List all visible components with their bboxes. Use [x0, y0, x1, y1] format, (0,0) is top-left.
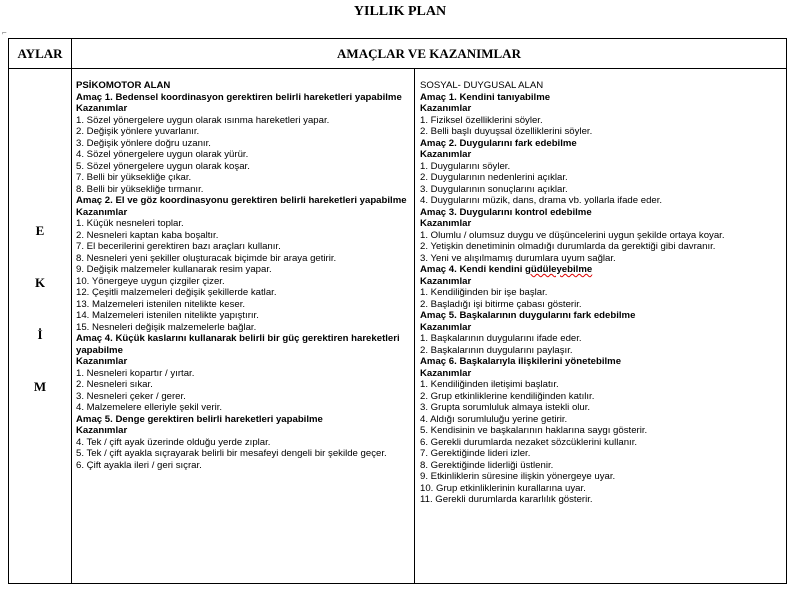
outcome-item: 2. Yetişkin denetiminin olmadığı durumlarda da gerektiği gibi davranır. [420, 241, 716, 252]
outcome-item: 4. Tek / çift ayak üzerinde olduğu yerde zıplar. [76, 436, 271, 448]
outcome-list [420, 287, 785, 310]
outcome-item: 8. Gerektiğinde liderliği üstlenir. [420, 459, 554, 471]
outcome-item: 4. Malzemelere elleriyle şekil verir. [76, 402, 223, 413]
goal-heading: Amaç 4. Küçük kaslarını kullanarak belirli bir güç gerektiren hareketleri yapabilme [76, 333, 400, 356]
outcome-item: 2. Belli başlı duyuşsal özelliklerini söyler. [420, 126, 593, 137]
outcome-item: 3. Duygularının sonuçlarını açıklar. [420, 183, 568, 195]
outcome-item: 3. Yeni ve alışılmamış durumlara uyum sağlar. [420, 252, 616, 264]
outcome-item: 14. Malzemeleri istenilen nitelikte yapıştırır. [76, 310, 259, 321]
outcomes-label: Kazanımlar [76, 356, 128, 367]
outcome-item: 4. Aldığı sorumluluğu yerine getirir. [420, 413, 568, 425]
outcome-item: 7. Belli bir yüksekliğe çıkar. [76, 172, 192, 183]
outcomes-label: Kazanımlar [420, 218, 472, 229]
outcome-item: 7. Gerektiğinde lideri izler. [420, 448, 531, 459]
outcomes-label: Kazanımlar [420, 367, 472, 379]
month-letter: K [34, 275, 46, 290]
outcome-item: 2. Nesneleri sıkar. [76, 379, 153, 390]
outcome-item: 1. Kendiliğinden bir işe başlar. [420, 287, 548, 298]
spellcheck-word: güdüleyebilme [525, 264, 593, 275]
outcome-item: 10. Yönergeye uygun çizgiler çizer. [76, 275, 225, 287]
outcome-list [76, 437, 412, 472]
outcome-list [76, 115, 412, 196]
goal-heading [420, 264, 785, 276]
outcomes-label: Kazanımlar [420, 149, 472, 160]
outcome-list [76, 218, 412, 333]
outcome-item: 5. Kendisinin ve başkalarının haklarına saygı gösterir. [420, 425, 648, 436]
outcome-item: 8. Nesneleri yeni şekiller oluşturacak biçimde bir araya getirir. [76, 252, 337, 264]
outcome-item: 2. Değişik yönlere yuvarlanır. [76, 126, 200, 137]
month-letter: İ [37, 327, 43, 342]
outcome-item: 1. Fiziksel özelliklerini söyler. [420, 114, 543, 126]
outcome-list [420, 161, 785, 207]
plan-table [8, 38, 787, 584]
page-title: YILLIK PLAN [353, 4, 447, 19]
outcome-list [420, 230, 785, 265]
outcomes-label: Kazanımlar [76, 425, 128, 436]
month-letter: E [35, 223, 45, 238]
outcome-item: 2. Grup etkinliklerine kendiliğinden katılır. [420, 390, 595, 402]
header-months: AYLAR [17, 46, 63, 61]
outcome-item: 8. Belli bir yüksekliğe tırmanır. [76, 183, 204, 195]
outcome-list [420, 379, 785, 506]
outcome-list [420, 333, 785, 356]
goal-heading: Amaç 1. Bedensel koordinasyon gerektiren belirli hareketleri yapabilme [76, 91, 402, 103]
outcome-item: 5. Tek / çift ayakla sıçrayarak belirli bir mesafeyi dengeli bir şekilde geçer. [76, 448, 387, 459]
outcome-item: 7. El becerilerini gerektiren bazı araçları kullanır. [76, 241, 281, 252]
outcome-item: 9. Değişik malzemeler kullanarak resim yapar. [76, 264, 272, 275]
outcome-item: 12. Çeşitli malzemeleri değişik şekillerde katlar. [76, 287, 277, 298]
outcome-item: 15. Nesneleri değişik malzemelerle bağlar. [76, 321, 257, 333]
outcome-item: 2. Nesneleri kaptan kaba boşaltır. [76, 229, 219, 241]
month-column-divider [71, 39, 72, 583]
header-divider [9, 68, 786, 69]
outcome-item: 2. Başladığı işi bitirme çabası gösterir. [420, 298, 582, 310]
outcomes-label: Kazanımlar [420, 321, 472, 333]
outcome-item: 4. Duygularını müzik, dans, drama vb. yollarla ifade eder. [420, 195, 663, 206]
goal-heading: Amaç 5. Denge gerektiren belirli hareketleri yapabilme [76, 413, 323, 425]
psychomotor-column [76, 80, 412, 471]
outcome-item: 6. Çift ayakla ileri / geri sıçrar. [76, 459, 202, 471]
outcome-item: 1. Duygularını söyler. [420, 160, 511, 172]
outcome-item: 11. Gerekli durumlarda kararlılık gösterir. [420, 494, 593, 505]
goal-heading: Amaç 5. Başkalarının duygularını fark edebilme [420, 310, 636, 321]
goal-heading: Amaç 2. Duygularını fark edebilme [420, 137, 577, 149]
goal-heading: Amaç 1. Kendini tanıyabilme [420, 91, 551, 103]
outcome-item: 1. Kendiliğinden iletişimi başlatır. [420, 379, 559, 390]
outcome-item: 1. Olumlu / olumsuz duygu ve düşüncelerini uygun şekilde ortaya koyar. [420, 229, 725, 241]
outcomes-label: Kazanımlar [420, 103, 472, 114]
header-goals: AMAÇLAR VE KAZANIMLAR [337, 46, 521, 61]
outcome-item: 3. Değişik yönlere doğru uzanır. [76, 137, 211, 149]
outcome-item: 3. Grupta sorumluluk almaya istekli olur. [420, 402, 591, 413]
goal-heading: Amaç 2. El ve göz koordinasyonu gerektiren belirli hareketleri yapabilme [76, 195, 407, 206]
goal-heading: Amaç 6. Başkalarıyla ilişkilerini yönetebilme [420, 356, 622, 367]
outcome-item: 5. Sözel yönergelere uygun olarak koşar. [76, 160, 250, 172]
outcome-item: 4. Sözel yönergelere uygun olarak yürür. [76, 149, 249, 160]
area-column-divider [414, 68, 415, 583]
outcome-item: 6. Gerekli durumlarda nezaket sözcüklerini kullanır. [420, 436, 638, 448]
social-emotional-column [420, 80, 785, 506]
outcome-item: 1. Sözel yönergelere uygun olarak ısınma hareketleri yapar. [76, 114, 330, 126]
outcome-item: 2. Duygularının nedenlerini açıklar. [420, 172, 568, 183]
month-letter: M [33, 379, 47, 394]
goal-heading-prefix: Amaç 4. Kendi kendini [420, 264, 526, 275]
area-heading: SOSYAL- DUYGUSAL ALAN [420, 80, 544, 91]
outcome-item: 2. Başkalarının duygularını paylaşır. [420, 344, 573, 356]
outcomes-label: Kazanımlar [76, 206, 128, 218]
area-heading: PSİKOMOTOR ALAN [76, 80, 171, 91]
outcomes-label: Kazanımlar [76, 103, 128, 114]
outcome-item: 9. Etkinliklerin süresine ilişkin yönergeye uyar. [420, 471, 616, 482]
outcomes-label: Kazanımlar [420, 275, 472, 287]
outcome-item: 1. Nesneleri kopartır / yırtar. [76, 367, 195, 379]
outcome-item: 1. Başkalarının duygularını ifade eder. [420, 333, 582, 344]
outcome-item: 1. Küçük nesneleri toplar. [76, 218, 184, 229]
outcome-list [420, 115, 785, 138]
paragraph-mark: ⌐ [2, 28, 7, 37]
outcome-item: 3. Nesneleri çeker / gerer. [76, 390, 186, 402]
outcome-item: 10. Grup etkinliklerinin kurallarına uyar. [420, 482, 586, 494]
outcome-item: 13. Malzemeleri istenilen nitelikte keser. [76, 298, 246, 310]
outcome-list [76, 368, 412, 414]
goal-heading: Amaç 3. Duygularını kontrol edebilme [420, 206, 592, 218]
